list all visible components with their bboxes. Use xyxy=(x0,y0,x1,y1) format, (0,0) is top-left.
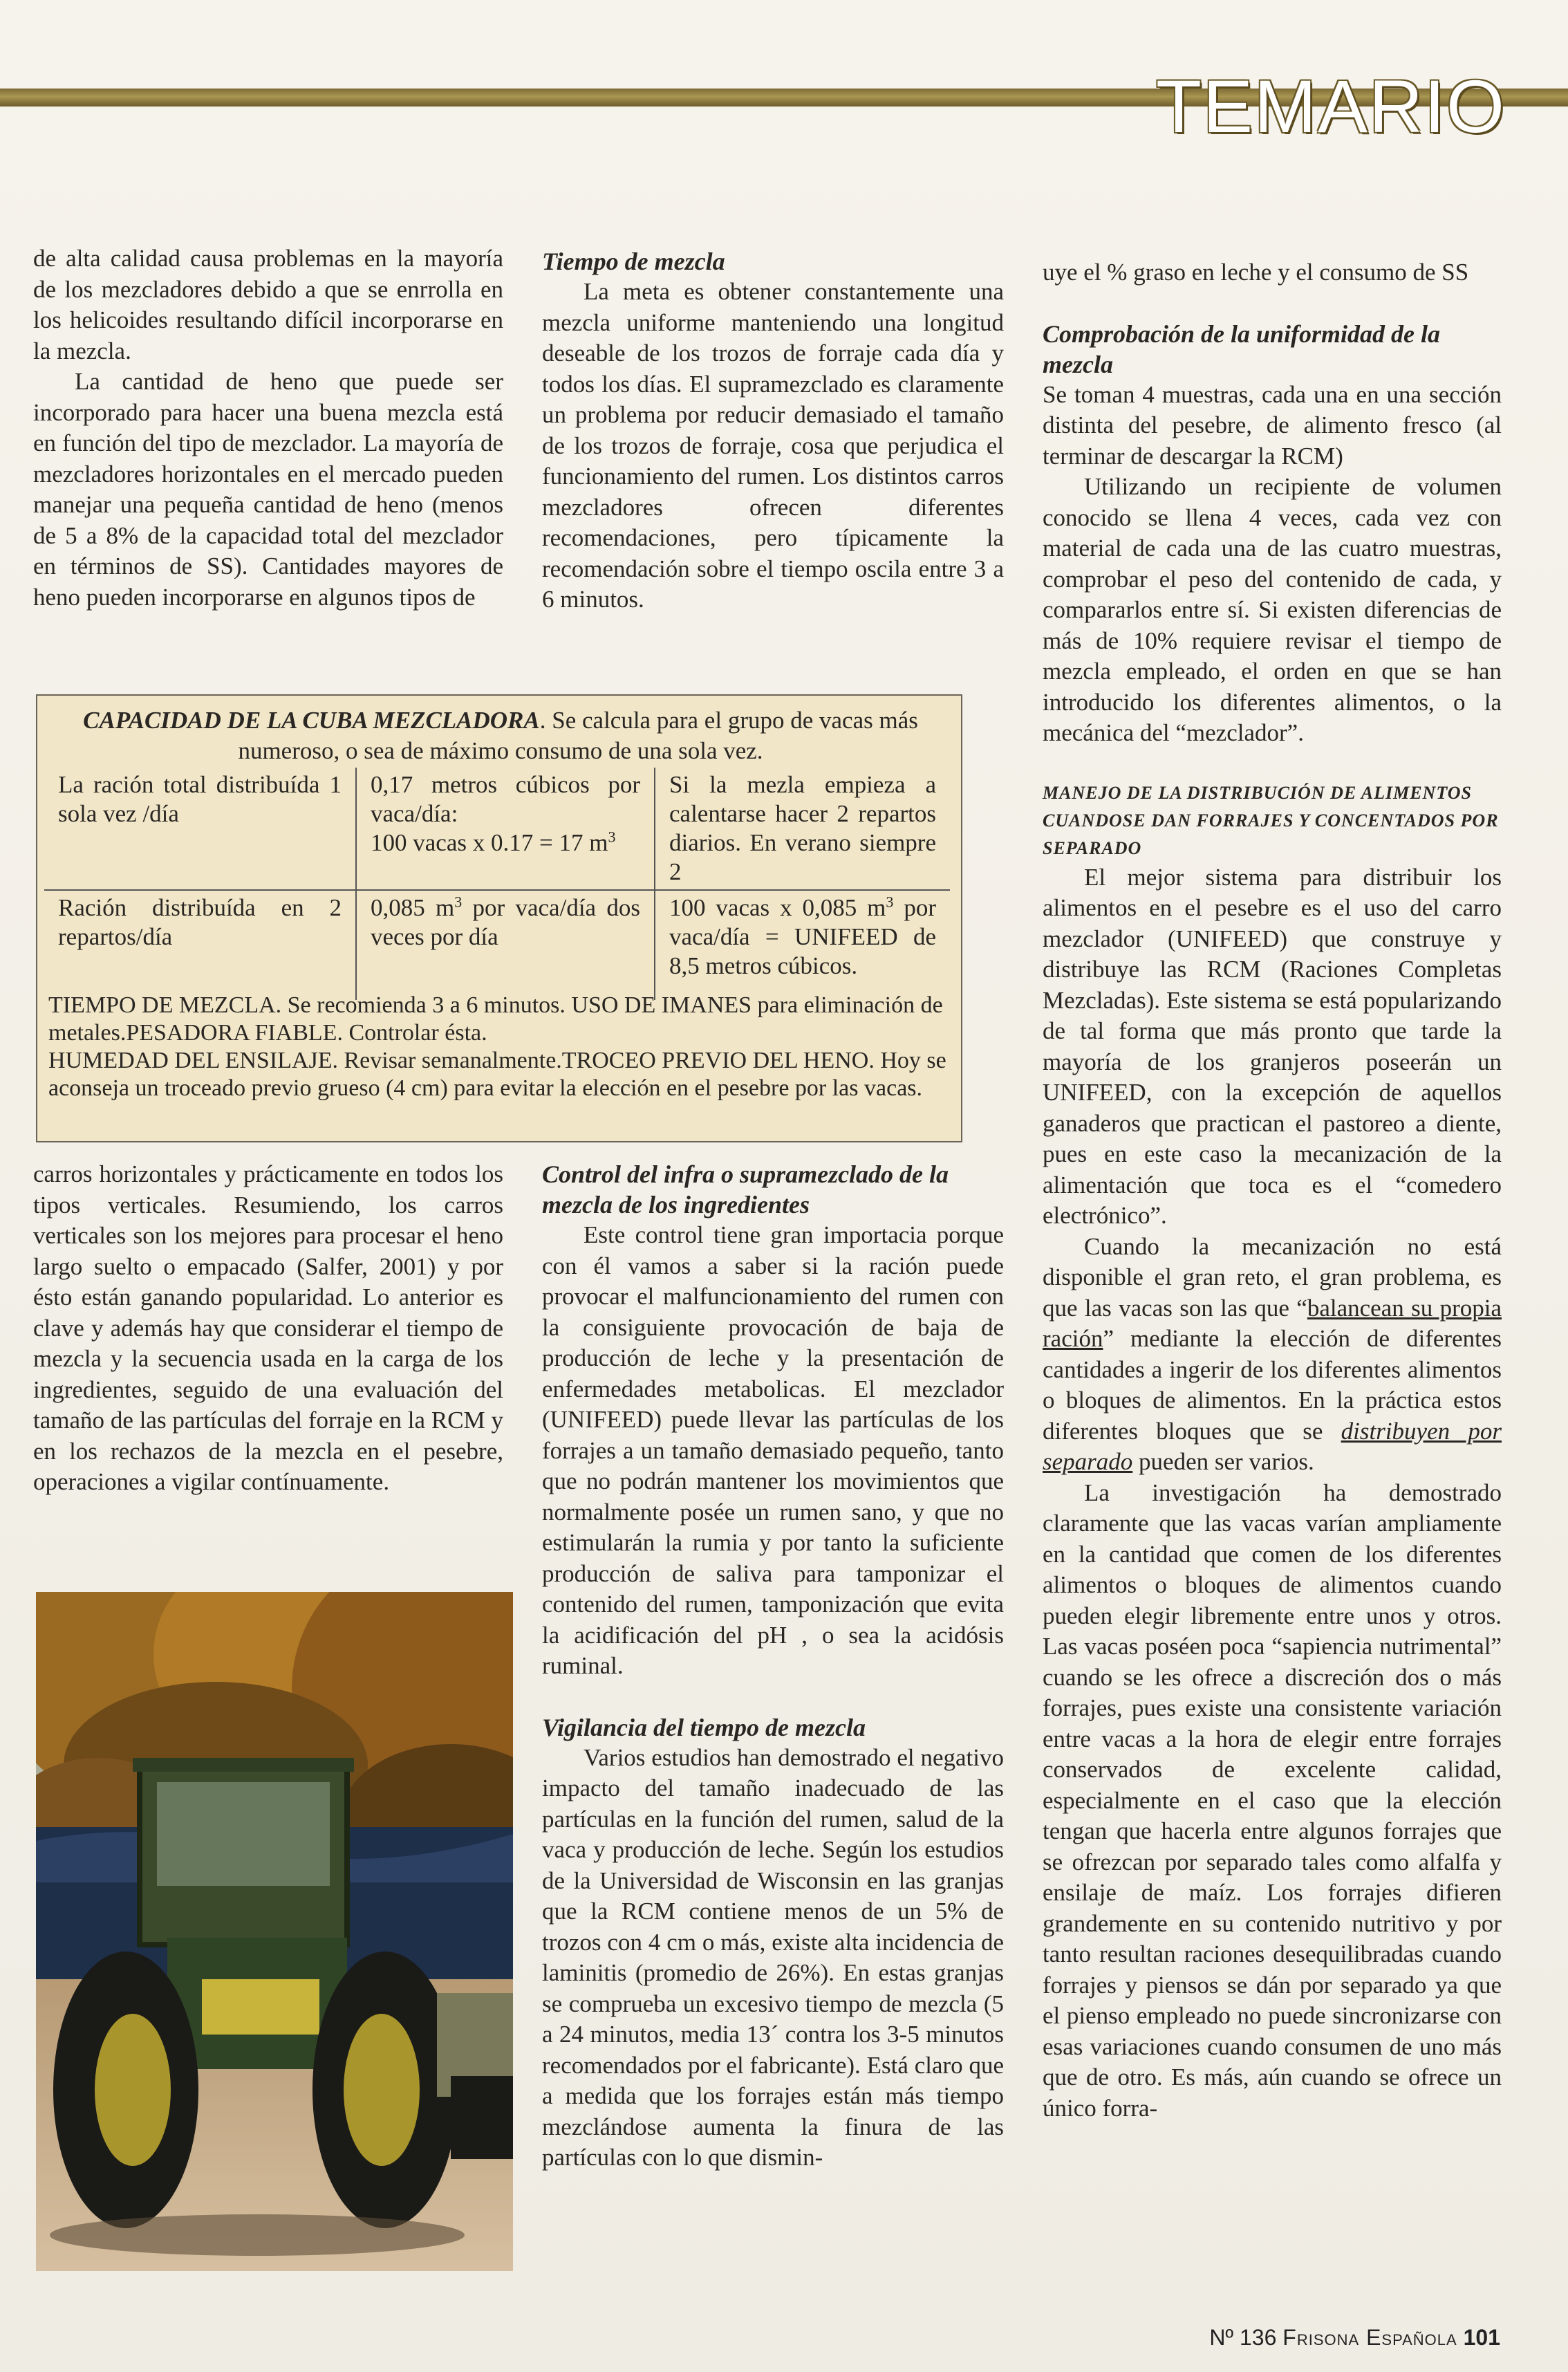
paragraph: La meta es obtener constantemente una mezcla uniforme manteniendo una longitud deseable de los trozos de forraje cada día y todos los días. El supramezclado es claramente un problema por reducir demasiado el tamaño de los trozos de forraje, cosa que perjudica el funcionamiento del rumen. Los distintos carros mezcladores ofrecen diferentes recomendaciones, pero típicamente la recomendación sobre el tiempo oscila entre 3 a 6 minutos. xyxy=(542,278,1004,613)
paragraph: El mejor sistema para distribuir los alimentos en el pesebre es el uso del carro mezclador (UNIFEED) que construye y distribuye las RCM (Raciones Completas Mezcladas). Este sistema se está popularizando de tal forma que más pronto que tarde la mayoría de los granjeros poseerán un UNIFEED, con la excepción de aquellos ganaderos que practican el pastoreo a diente, pues en este caso la mecanización de la alimentación que toca es el “comedero electrónico”. xyxy=(1043,863,1502,1229)
table-cell: 100 vacas x 0,085 $m^3$ por vaca/día = UNIFEED de 8,5 metros cúbicos. xyxy=(669,893,937,979)
box-note: TIEMPO DE MEZCLA. Se recomienda 3 a 6 minutos. USO DE IMANES para eliminación de metales.PESADORA FIABLE. Controlar ésta. xyxy=(48,992,943,1046)
paragraph: Se toman 4 muestras, cada una en una sección distinta del pesebre, de alimento fresco (al terminar de descargar la RCM) xyxy=(1043,380,1502,470)
column-1-top xyxy=(33,243,503,613)
page-footer xyxy=(1209,2325,1500,2351)
paragraph: Este control tiene gran importacia porque con él vamos a saber si la ración puede provocar el malfuncionamiento del rumen con la consiguiente provocación de baja de producción de leche y la presentación de enfermedades metabolicas. El mezclador (UNIFEED) puede llevar las partículas de los forrajes a un tamaño demasiado pequeño, tanto que no podrán mantener los movimientos que normalmente posée un rumen sano, y que no estimularán la rumia y por tanto la suficiente producción de saliva para tamponizar el contenido del rumen, tamponización que evita la acidificación del pH , o sea la acidósis ruminal. xyxy=(542,1221,1004,1679)
paragraph: La investigación ha demostrado claramente que las vacas varían ampliamente en la cantidad que comen de los diferentes alimentos o bloques de alimentos cuando pueden elegir libremente entre unos y otros. Las vacas poséen poca “sapiencia nutrimental” cuando se les ofrece a discreción dos o más forrajes, pues existe una consistente variación entre vacas a la hora de elegir entre forrajes conservados de excelente calidad, especialmente en el caso que la elección tengan que hacerla entre algunos forrajes que se ofrezcan por separado tales como alfalfa y ensilaje de maíz. Los forrajes difieren grandemente en su contenido nutritivo y por tanto resultan raciones desequilibradas cuando forrajes y piensos se dán por separado ya que el pienso empleado no puede sincronizarse con esas variaciones cuando consumen de uno más que de otro. Es más, aún cuando se ofrece un único forra- xyxy=(1043,1479,1502,2122)
box-notes xyxy=(48,992,947,1102)
tractor-photo xyxy=(36,1592,513,2271)
page-number: 101 xyxy=(1463,2325,1500,2350)
table-cell: Ración distribuída en 2 repartos/día xyxy=(44,890,356,1000)
section-title: TEMARIO xyxy=(1155,64,1506,148)
column-1-bottom xyxy=(33,1159,503,1498)
underlined-phrase: balancean su propia ración xyxy=(1043,1294,1502,1352)
paragraph: Utilizando un recipiente de volumen conocido se llena 4 veces, cada vez con material de cada una de las cuatro muestras, comprobar el peso del contenido de cada, y compararlos entre sí. Si existen diferencias de más de 10% requiere revisar el tiempo de mezcla empleado, el orden en que se han introducido los diferentes alimentos, o la mecánica del “mezclador”. xyxy=(1043,473,1502,746)
section-heading: Comprobación de la uniformidad de la mezcla xyxy=(1043,319,1441,378)
box-title: CAPACIDAD DE LA CUBA MEZCLADORA. Se calcula para el grupo de vacas más numeroso, o sea de máximo consumo de una sola vez. xyxy=(83,707,918,764)
paragraph: de alta calidad causa problemas en la mayoría de los mezcladores debido a que se enrrolla en los helicoides resultando difícil incorporarse en la mezcla. xyxy=(33,245,503,364)
table-row xyxy=(44,890,950,1000)
column-3 xyxy=(1043,257,1502,2124)
capacity-table xyxy=(44,768,950,1000)
table-cell: 0,085 $m^3$ por vaca/día dos veces por día xyxy=(356,890,655,1000)
section-heading: MANEJO DE LA DISTRIBUCIÓN DE ALIMENTOS CUANDOSE DAN FORRAJES Y CONCENTADOS POR SEPARADO xyxy=(1043,782,1499,858)
issue-number: Nº 136 xyxy=(1209,2325,1277,2350)
paragraph: Varios estudios han demostrado el negativo impacto del tamaño inadecuado de las partículas en la función del rumen, salud de la vaca y producción de leche. Según los estudios de la Universidad de Wisconsin en las granjas que la RCM contiene menos de un 5% de trozos con 4 cm o más, existe alta incidencia de laminitis (promedio de 26%). En estas granjas se comprueba un excesivo tiempo de mezcla (5 a 24 minutos, media 13´ contra los 3-5 minutos recomendados por el fabricante). Está claro que a medida que los forrajes están más tiempo mezclándose aumenta la finura de las partículas con lo que dismin- xyxy=(542,1743,1004,2171)
table-cell: La ración total distribuída 1 sola vez /día xyxy=(44,768,356,890)
paragraph: La cantidad de heno que puede ser incorporado para hacer una buena mezcla está en función del tipo de mezclador. La mayoría de mezcladores horizontales en el mercado pueden manejar una pequeña cantidad de heno (menos de 5 a 8% de la capacidad total del mezclador en términos de SS). Cantidades mayores de heno pueden incorporarse en algunos tipos de xyxy=(33,368,503,611)
column-2-top xyxy=(542,246,1004,615)
table-cell: Si la mezla empieza a calentarse hacer 2 repartos diarios. En verano siempre 2 xyxy=(655,768,950,890)
paragraph: Cuando la mecanización no está disponible el gran reto, el gran problema, es que las vacas son las que “balancean su propia ración” mediante la elección de diferentes cantidades a ingerir de los diferentes alimentos o bloques de alimentos. En la práctica estos diferentes bloques que se distribuyen por separado pueden ser varios. xyxy=(1043,1232,1502,1475)
section-heading: Vigilancia del tiempo de mezcla xyxy=(542,1713,866,1741)
paragraph: carros horizontales y prácticamente en todos los tipos verticales. Resumiendo, los carros verticales son los mejores para procesar el heno largo suelto o empacado (Salfer, 2001) y por ésto están ganando popularidad. Lo anterior es clave y además hay que considerar el tiempo de mezcla y la secuencia usada en la carga de los ingredientes, seguido de una evaluación del tamaño de las partículas del forraje en la RCM y en los rechazos de la mezcla en el pesebre, operaciones a vigilar contínuamente. xyxy=(33,1160,503,1495)
table-cell: 0,17 metros cúbicos por vaca/día: 100 vacas x 0.17 = 17 $m^3$ xyxy=(356,768,655,890)
box-note: HUMEDAD DEL ENSILAJE. Revisar semanalmente.TROCEO PREVIO DEL HENO. Hoy se aconseja un troceado previo grueso (4 cm) para evitar la elección en el pesebre por las vacas. xyxy=(48,1048,946,1101)
column-2-bottom xyxy=(542,1159,1004,2174)
paragraph: uye el % graso en leche y el consumo de SS xyxy=(1043,259,1469,286)
underlined-phrase: distribuyen por separado xyxy=(1043,1417,1502,1475)
magazine-name: Frisona Española xyxy=(1282,2325,1457,2350)
table-row xyxy=(44,768,950,890)
section-heading: Control del infra o supramezclado de la mezcla de los ingredientes xyxy=(542,1160,949,1219)
capacity-info-box xyxy=(36,694,962,1142)
section-heading: Tiempo de mezcla xyxy=(542,248,725,275)
